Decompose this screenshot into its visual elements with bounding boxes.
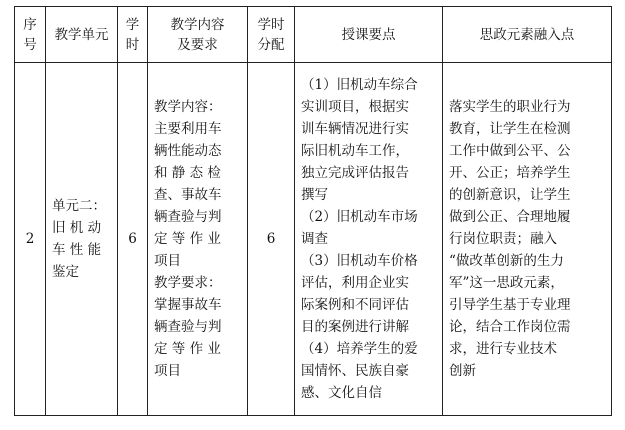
header-unit: 教学单元 bbox=[46, 7, 118, 63]
row-content: 教学内容： 主要利用车 辆性能动态 和 静 态 检 查、事故车 辆查验与判 定 等 作 业 项目 教学要求： 掌握事故车 辆查验与判 定 等 作 业 项目 bbox=[148, 63, 248, 416]
header-points: 授课要点 bbox=[295, 7, 443, 63]
row-unit: 单元二： 旧 机 动 车 性 能 鉴定 bbox=[46, 63, 118, 416]
table-row bbox=[15, 63, 612, 416]
row-points: （1）旧机动车综合 实训项目，根据实 训车辆情况进行实 际旧机动车工作， 独立完成评估报告 撰写 （2）旧机动车市场 调查 （3）旧机动车价格 评估，利用企业实 际案例和不同评估 目的案例进行讲解 （4）培养学生的爱 国情怀、民族自豪 感、文化自信 bbox=[295, 63, 443, 416]
row-index: 2 bbox=[15, 63, 46, 416]
row-allocation: 6 bbox=[248, 63, 295, 416]
header-index: 序 号 bbox=[15, 7, 46, 63]
header-hours: 学 时 bbox=[118, 7, 148, 63]
header-ideology: 思政元素融入点 bbox=[443, 7, 612, 63]
table-header-row bbox=[15, 7, 612, 63]
row-ideology: 落实学生的职业行为 教育，让学生在检测 工作中做到公平、公 开、公正；培养学生 的创新意识，让学生 做到公正、合理地履 行岗位职责；融入 “做改革创新的生力 军”这一思政元素， 引导学生基于专业理 论，结合工作岗位需 求，进行专业技术 创新 bbox=[443, 63, 612, 416]
course-syllabus-table bbox=[14, 6, 612, 416]
header-allocation: 学时 分配 bbox=[248, 7, 295, 63]
row-hours: 6 bbox=[118, 63, 148, 416]
header-content: 教学内容 及要求 bbox=[148, 7, 248, 63]
